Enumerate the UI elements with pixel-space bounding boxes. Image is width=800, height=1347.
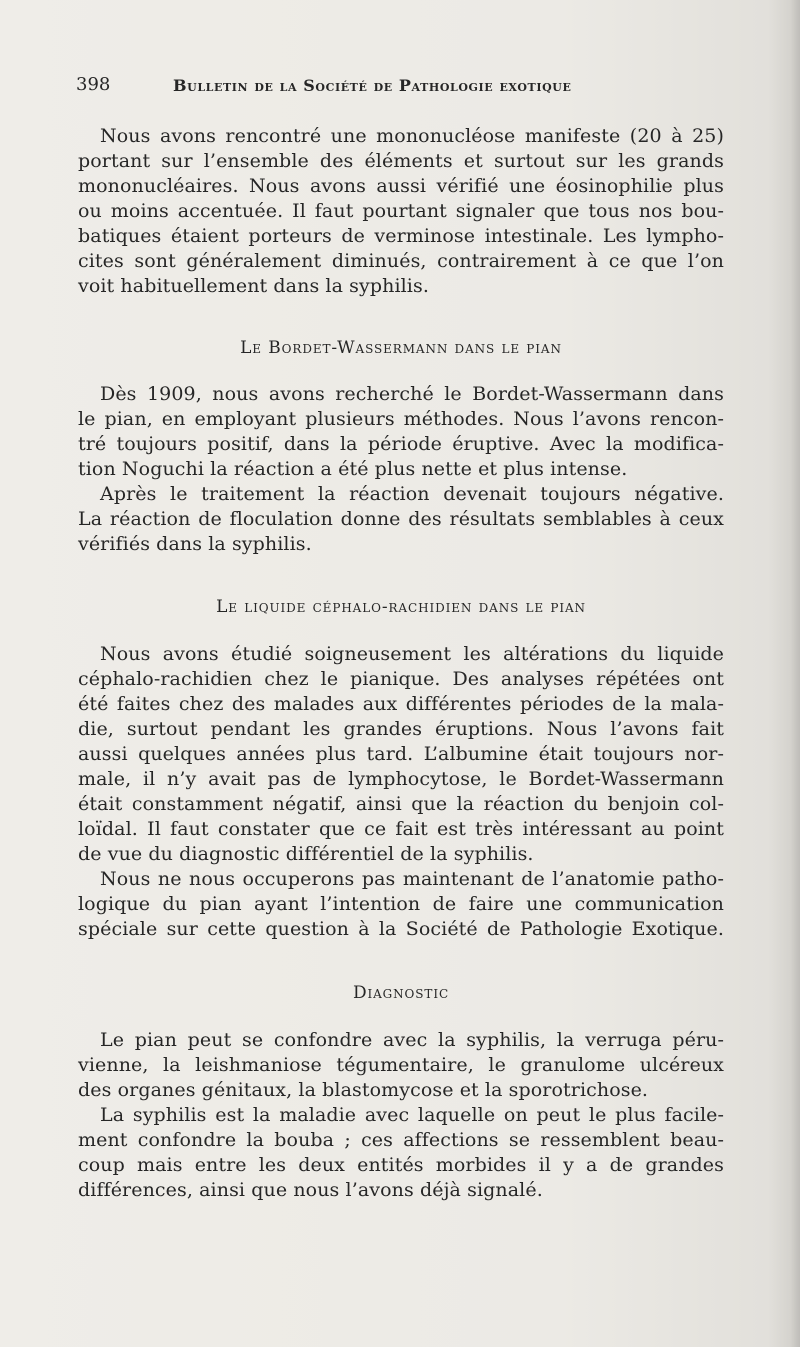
page-number: 398 [76, 74, 111, 95]
text-line: die, surtout pendant les grandes éruptions. Nous l’avons fait [78, 718, 724, 740]
text-line: tré toujours positif, dans la période éruptive. Avec la modifica- [78, 433, 724, 455]
text-line: Nous avons étudié soigneusement les altérations du liquide [100, 643, 724, 665]
text-line: aussi quelques années plus tard. L’albumine était toujours nor- [78, 743, 724, 765]
text-line: Nous avons rencontré une mononucléose manifeste (20 à 25) [100, 125, 724, 147]
text-line: Le pian peut se confondre avec la syphilis, la verruga péru- [100, 1029, 724, 1051]
text-line: cites sont généralement diminués, contrairement à ce que l’on [78, 250, 724, 272]
text-line: le pian, en employant plusieurs méthodes. Nous l’avons rencon- [78, 408, 724, 430]
text-line: coup mais entre les deux entités morbides il y a de grandes [78, 1154, 724, 1176]
text-line: vérifiés dans la syphilis. [78, 533, 312, 555]
page-header [76, 74, 726, 102]
text-line: male, il n’y avait pas de lymphocytose, le Bordet-Wassermann [78, 768, 724, 790]
text-line: loïdal. Il faut constater que ce fait est très intéressant au point [78, 818, 724, 840]
text-line: Dès 1909, nous avons recherché le Bordet-Wassermann dans [100, 383, 724, 405]
section-heading: Diagnostic [352, 983, 450, 1003]
running-title: Bulletin de la Société de Pathologie exotique [173, 76, 572, 95]
text-line: La syphilis est la maladie avec laquelle on peut le plus facile- [100, 1104, 724, 1126]
text-line: La réaction de floculation donne des résultats semblables à ceux [78, 508, 724, 530]
text-line: ment confondre la bouba ; ces affections se ressemblent beau- [78, 1129, 724, 1151]
text-line: différences, ainsi que nous l’avons déjà signalé. [78, 1179, 543, 1201]
section-heading: Le liquide céphalo-rachidien dans le pian [216, 597, 586, 617]
text-line: spéciale sur cette question à la Société de Pathologie Exotique. [78, 918, 724, 940]
text-line: portant sur l’ensemble des éléments et surtout sur les grands [78, 150, 724, 172]
section-heading: Le Bordet-Wassermann dans le pian [240, 338, 562, 358]
text-line: ou moins accentuée. Il faut pourtant signaler que tous nos bou- [78, 200, 724, 222]
text-line: batiques étaient porteurs de verminose intestinale. Les lympho- [78, 225, 724, 247]
text-line: céphalo-rachidien chez le pianique. Des analyses répétées ont [78, 668, 724, 690]
text-line: Nous ne nous occuperons pas maintenant de l’anatomie patho- [100, 868, 724, 890]
text-line: vienne, la leishmaniose tégumentaire, le granulome ulcéreux [78, 1054, 724, 1076]
text-line: tion Noguchi la réaction a été plus nette et plus intense. [78, 458, 628, 480]
text-line: Après le traitement la réaction devenait toujours négative. [100, 483, 724, 505]
text-line: mononucléaires. Nous avons aussi vérifié une éosinophilie plus [78, 175, 724, 197]
page-edge-shadow [790, 0, 800, 1347]
text-line: été faites chez des malades aux différentes périodes de la mala- [78, 693, 724, 715]
text-line: logique du pian ayant l’intention de faire une communication [78, 893, 724, 915]
text-line: voit habituellement dans la syphilis. [78, 275, 429, 297]
text-line: des organes génitaux, la blastomycose et la sporotrichose. [78, 1079, 649, 1101]
text-line: de vue du diagnostic différentiel de la syphilis. [78, 843, 534, 865]
text-line: était constamment négatif, ainsi que la réaction du benjoin col- [78, 793, 724, 815]
